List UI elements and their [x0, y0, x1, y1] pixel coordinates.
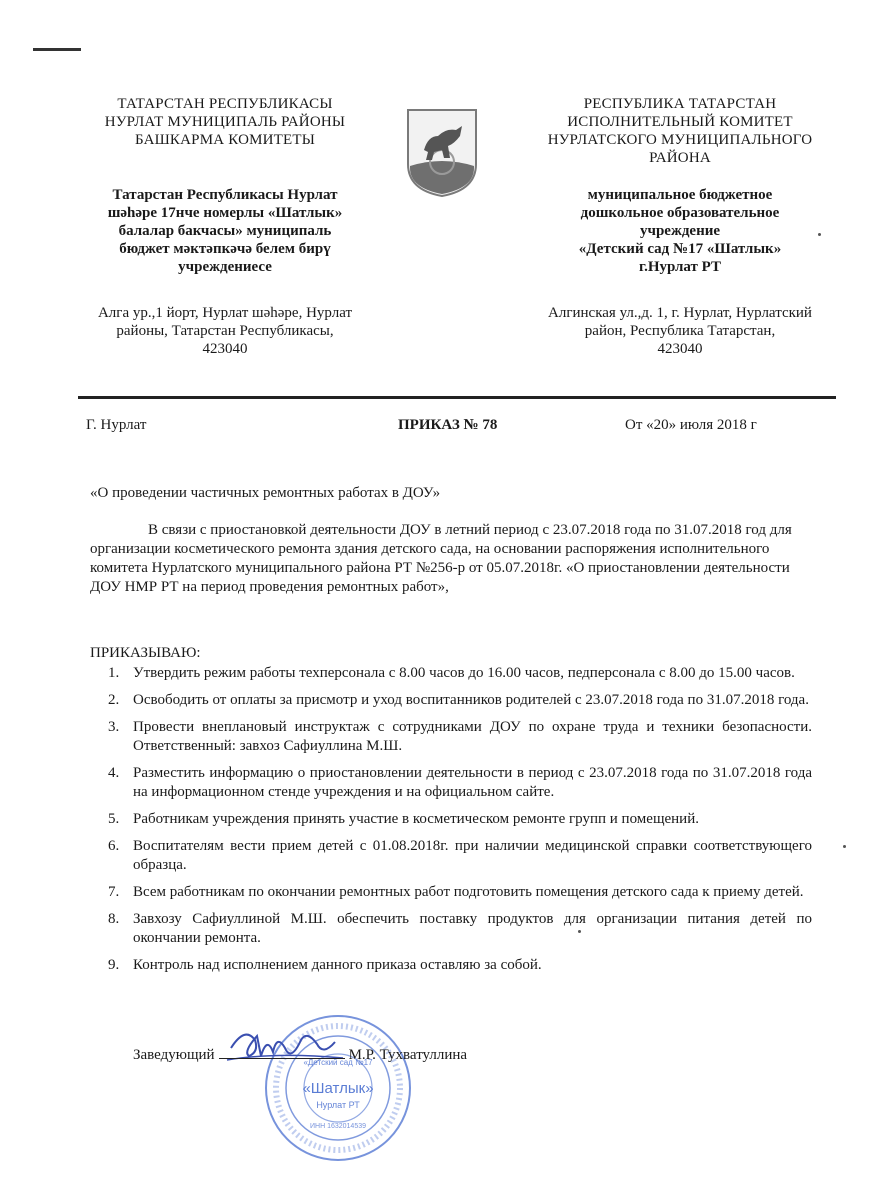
order-item-text: Завхозу Сафиуллиной М.Ш. обеспечить поставку продуктов для организации питания детей по окончании ремонта. [133, 911, 812, 946]
header-right [515, 95, 845, 358]
coat-of-arms-icon [404, 106, 480, 198]
order-meta [86, 417, 786, 437]
header-right-org-line: дошкольное образовательное [580, 205, 780, 221]
order-item-number: 4. [108, 765, 120, 781]
signature-row [133, 1047, 553, 1064]
order-item [90, 837, 812, 875]
header-left-address-line: 423040 [202, 341, 248, 357]
header-left-gov-line: ТАТАРСТАН РЕСПУБЛИКАСЫ [117, 96, 333, 112]
stamp-city-text: Нурлат РТ [316, 1100, 360, 1110]
order-directive-heading: ПРИКАЗЫВАЮ: [90, 645, 201, 661]
header-right-address-line: 423040 [657, 341, 703, 357]
order-subject: «О проведении частичных ремонтных работах в ДОУ» [90, 485, 441, 501]
scan-speck [818, 233, 821, 236]
scan-speck [578, 930, 581, 933]
order-item-text: Контроль над исполнением данного приказа оставляю за собой. [133, 957, 542, 973]
header-left-address-line: Алга ур.,1 йорт, Нурлат шәһәре, Нурлат [97, 305, 353, 321]
header-right-gov-line: РАЙОНА [649, 150, 711, 166]
order-item-number: 1. [108, 665, 120, 681]
order-city: Г. Нурлат [86, 417, 147, 433]
order-item [90, 956, 812, 975]
order-item-text: Воспитателям вести прием детей с 01.08.2018г. при наличии медицинской справки соответствующего образца. [133, 838, 812, 873]
order-item-text: Провести внеплановый инструктаж с сотрудниками ДОУ по охране труда и техники безопасности. Ответственный: завхоз Сафиуллина М.Ш. [133, 719, 812, 754]
header-left-org-line: Татарстан Республикасы Нурлат [112, 187, 338, 203]
order-item [90, 691, 812, 710]
stamp-center-text: «Шатлык» [302, 1080, 374, 1097]
header-right-address-line: Алгинская ул.,д. 1, г. Нурлат, Нурлатский [548, 305, 812, 321]
header-left-org-line: балалар бакчасы» муниципаль [118, 223, 332, 239]
header-right-org-line: муниципальное бюджетное [587, 187, 773, 203]
order-date: От «20» июля 2018 г [625, 417, 757, 433]
order-item [90, 810, 812, 829]
header-right-gov-line: НУРЛАТСКОГО МУНИЦИПАЛЬНОГО [547, 132, 813, 148]
header-right-address-line: район, Республика Татарстан, [584, 323, 776, 339]
header-left-gov-line: НУРЛАТ МУНИЦИПАЛЬ РАЙОНЫ [104, 114, 346, 130]
order-items [90, 664, 812, 983]
header-left [70, 95, 380, 358]
scan-mark [33, 48, 81, 51]
header-left-org-line: бюджет мәктәпкәчә белем бирү [119, 241, 331, 257]
order-item-text: Утвердить режим работы техперсонала с 8.00 часов до 16.00 часов, педперсонала с 8.00 до 15.00 часов. [133, 665, 795, 681]
stamp-inner-text: «Детский сад №17 [303, 1058, 373, 1067]
order-item-text: Разместить информацию о приостановлении деятельности в период с 23.07.2018 года по 31.07.2018 года на информационном стенде учреждения и на официальном сайте. [133, 765, 812, 800]
order-item-number: 9. [108, 957, 120, 973]
order-item [90, 883, 812, 902]
header-right-gov-line: ИСПОЛНИТЕЛЬНЫЙ КОМИТЕТ [567, 114, 793, 130]
order-item-number: 2. [108, 692, 120, 708]
order-item [90, 764, 812, 802]
order-item-number: 5. [108, 811, 120, 827]
order-item [90, 718, 812, 756]
header-left-org-line: учреждениесе [178, 259, 272, 275]
order-item-number: 6. [108, 838, 120, 854]
header-right-org-line: г.Нурлат РТ [638, 259, 721, 275]
header-left-address-line: районы, Татарстан Республикасы, [116, 323, 334, 339]
order-item-text: Освободить от оплаты за присмотр и уход воспитанников родителей с 23.07.2018 года по 31.07.2018 года. [133, 692, 809, 708]
order-item-text: Работникам учреждения принять участие в косметическом ремонте групп и помещений. [133, 811, 699, 827]
order-item [90, 664, 812, 683]
header-divider [78, 396, 836, 399]
order-item-text: Всем работникам по окончании ремонтных работ подготовить помещения детского сада к приему детей. [133, 884, 804, 900]
order-item-number: 3. [108, 719, 120, 735]
header-right-gov-line: РЕСПУБЛИКА ТАТАРСТАН [583, 96, 777, 112]
order-preamble: В связи с приостановкой деятельности ДОУ в летний период с 23.07.2018 года по 31.07.2018 год для организации косметического ремонта здания детского сада, на основании распоряжения исполнительного комитета Нурлатского муниципального района РТ №256-р от 05.07.2018г. «О приостановлении деятельности ДОУ НМР РТ на период проведения ремонтных работ», [90, 522, 792, 595]
order-item [90, 910, 812, 948]
order-number: ПРИКАЗ № 78 [398, 417, 498, 433]
scan-speck [843, 845, 846, 848]
header-right-org-line: «Детский сад №17 «Шатлык» [578, 241, 782, 257]
signatory-role: Заведующий [133, 1047, 215, 1063]
header-left-gov-line: БАШКАРМА КОМИТЕТЫ [134, 132, 316, 148]
header-right-org-line: учреждение [639, 223, 721, 239]
order-item-number: 8. [108, 911, 120, 927]
signatory-name: М.Р. Тухватуллина [348, 1047, 468, 1063]
stamp-inn-text: ИНН 1632014539 [309, 1123, 367, 1130]
header-left-org-line: шәһәре 17нче номерлы «Шатлык» [107, 205, 343, 221]
signature-line [219, 1058, 345, 1059]
order-item-number: 7. [108, 884, 120, 900]
